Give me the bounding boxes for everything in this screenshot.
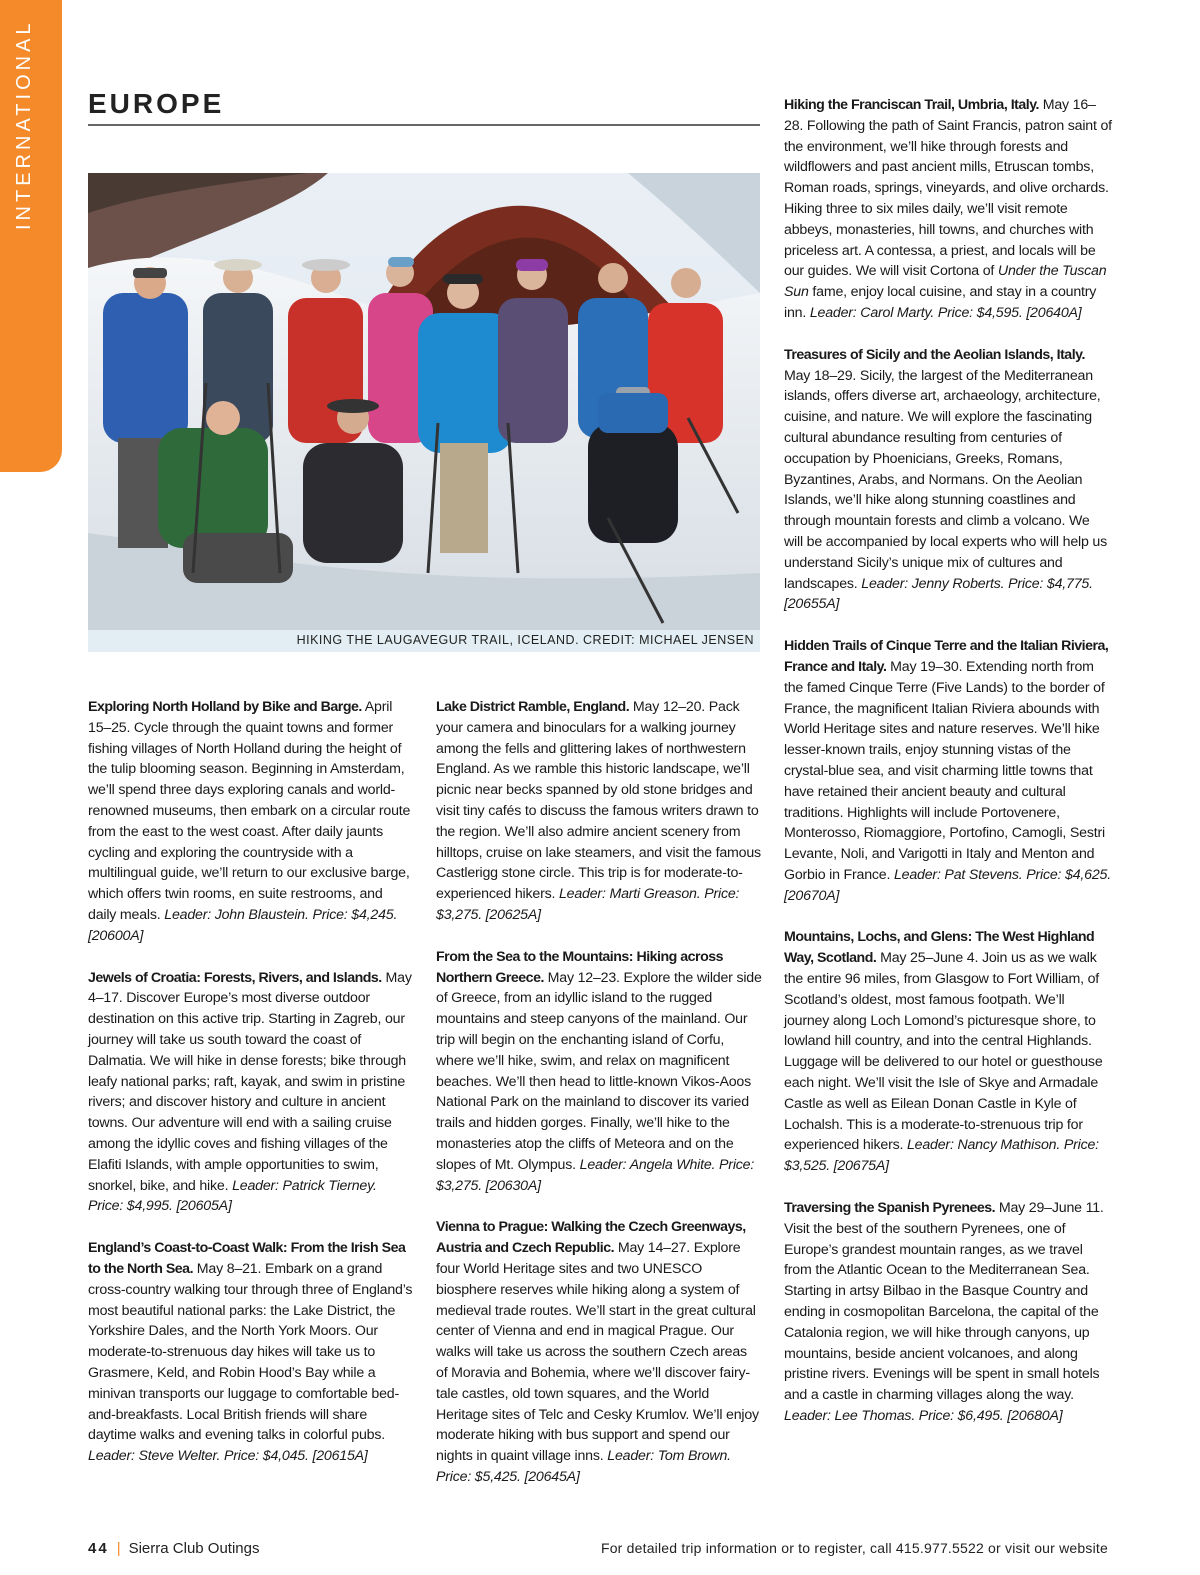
section-tab [0,0,62,472]
trip-england-coast: England’s Coast-to-Coast Walk: From the Irish Sea to the North Sea. May 8–21. Embark on a grand cross-country walking tour through three of England’s most beautiful national parks: the Lake District, the Yorkshire Dales, and the North York Moors. Our moderate-to-strenuous day hikes will take us to Grasmere, Keld, and Robin Hood’s Bay while a minivan transports our luggage to comfortable bed-and-breakfasts. Local British friends will share daytime walks and evening talks in colorful pubs. Leader: Steve Welter. Price: $4,045. [20615A] [88,1240,413,1465]
publication-name: Sierra Club Outings [128,1540,260,1557]
page-title: EUROPE [88,88,225,119]
trip-vienna-prague: Vienna to Prague: Walking the Czech Greenways, Austria and Czech Republic. May 14–27. Explore four World Heritage sites and two UNESCO biosphere reserves while hiking along a system of medieval trade routes. We’ll start in the great cultural center of Vienna and end in magical Prague. Our walks will take us across the southern Czech areas of Moravia and Bohemia, where we’ll discover fairy-tale castles, old town squares, and the World Heritage sites of Telc and Cesky Krumlov. We’ll enjoy moderate hiking with bus support and spend our nights in quaint village inns. Leader: Tom Brown. Price: $5,425. [20645A] [436,1219,759,1485]
trip-west-highland: Mountains, Lochs, and Glens: The West Highland Way, Scotland. May 25–June 4. Join us as we walk the entire 96 miles, from Glasgow to Fort William, of Scotland’s oldest, most famous footpath. We’ll journey along Loch Lomond’s picturesque shore, to lowland hill country, and into the central Highlands. Luggage will be delivered to our hotel or guesthouse each night. We’ll visit the Isle of Skye and Armadale Castle as well as Eilean Donan Castle in Kyle of Lochalsh. This is a moderate-to-strenuous trip for experienced hikers. Leader: Nancy Mathison. Price: $3,525. [20675A] [784,929,1103,1175]
column-3 [784,95,1112,1448]
page-number: 44 [88,1540,109,1557]
footer-left [88,1540,260,1557]
trip-croatia: Jewels of Croatia: Forests, Rivers, and Islands. May 4–17. Discover Europe’s most diverse outdoor destination on this active trip. Starting in Zagreb, our journey will take us south toward the coast of Dalmatia. We will hike in dense forests; bike through leafy national parks; raft, kayak, and swim in pristine rivers; and discover history and culture in ancient towns. Our adventure will end with a sailing cruise among the idyllic coves and fishing villages of the Elafiti Islands, with ample opportunities to swim, snorkel, bike, and hike. Leader: Patrick Tierney. Price: $4,995. [20605A] [88,969,412,1215]
footer-divider: | [116,1540,121,1557]
photo-caption-bar [88,630,760,652]
title-rule [88,124,760,126]
photo-caption: HIKING THE LAUGAVEGUR TRAIL, ICELAND. CREDIT: MICHAEL JENSEN [296,633,754,647]
trip-franciscan-trail: Hiking the Franciscan Trail, Umbria, Italy. May 16–28. Following the path of Saint Francis, patron saint of the environment, we’ll hike through forests and wildflowers and past ancient mills, Etruscan tombs, Roman roads, springs, vineyards, and olive orchards. Hiking three to six miles daily, we’ll visit remote abbeys, monasteries, hill towns, and churches with priceless art. A contessa, a priest, and locals will be our guides. We will visit Cortona of Under the Tuscan Sun fame, enjoy local cuisine, and stay in a country inn. Leader: Carol Marty. Price: $4,595. [20640A] [784,97,1112,321]
trip-lake-district: Lake District Ramble, England. May 12–20. Pack your camera and binoculars for a walking journey among the fells and glittering lakes of northwestern England. As we ramble this historic landscape, we’ll picnic near becks spanned by old stone bridges and visit tiny cafés to discuss the famous writers drawn to the region. We’ll also admire ancient scenery from hilltops, cruise on lake steamers, and visit the famous Castlerigg stone circle. This trip is for moderate-to-experienced hikers. Leader: Marti Greason. Price: $3,275. [20625A] [436,699,761,923]
trip-spanish-pyrenees: Traversing the Spanish Pyrenees. May 29–June 11. Visit the best of the southern Pyrenees, one of Europe’s grandest mountain ranges, as we travel from the Atlantic Ocean to the Mediterranean Sea. Starting in artsy Bilbao in the Basque Country and ending in cosmopolitan Barcelona, the capital of the Catalonia region, we will hike through canyons, up mountains, beside ancient volcanoes, and along pristine rivers. Evenings will be spent in small hotels and a castle in charming villages along the way. Leader: Lee Thomas. Price: $6,495. [20680A] [784,1200,1104,1425]
trip-north-holland: Exploring North Holland by Bike and Barge. April 15–25. Cycle through the quaint towns and former fishing villages of North Holland during the height of the tulip blooming season. Beginning in Amsterdam, we’ll spend three days exploring canals and world-renowned museums, then embark on a circular route from the east to the west coast. After daily jaunts cycling and exploring the countryside with a multilingual guide, we’ll return to our exclusive barge, which offers twin rooms, en suite restrooms, and daily meals. Leader: John Blaustein. Price: $4,245. [20600A] [88,699,411,944]
hiking-group-photo [88,173,760,630]
footer-contact: For detailed trip information or to register, call 415.977.5522 or visit our website [600,1540,1108,1556]
column-1 [88,697,414,1488]
trip-cinque-terre: Hidden Trails of Cinque Terre and the Italian Riviera, France and Italy. May 19–30. Extending north from the famed Cinque Terre (Five Lands) to the border of France, the magnificent Italian Riviera abounds with World Heritage sites and nature reserves. We’ll hike lesser-known trails, enjoy stunning vistas of the crystal-blue sea, and visit charming little towns that have retained their ancient beauty and cultural traditions. Highlights will include Portovenere, Monterosso, Riomaggiore, Portofino, Camogli, Sestri Levante, Noli, and Varigotti in Italy and Menton and Gorbio in France. Leader: Pat Stevens. Price: $4,625. [20670A] [784,638,1111,904]
section-label: INTERNATIONAL [13,19,35,230]
column-2 [436,697,762,1509]
trip-northern-greece: From the Sea to the Mountains: Hiking across Northern Greece. May 12–23. Explore the wilder side of Greece, from an idyllic island to the rugged mountains and steep canyons of the mainland. Our trip will begin on the enchanting island of Corfu, where we’ll hike, swim, and relax on magnificent beaches. We’ll then head to little-known Vikos-Aoos National Park on the mainland to discover its varied trails and hidden gorges. Finally, we’ll hike to the monasteries atop the cliffs of Meteora and on the slopes of Mt. Olympus. Leader: Angela White. Price: $3,275. [20630A] [436,948,762,1194]
trip-sicily: Treasures of Sicily and the Aeolian Islands, Italy. May 18–29. Sicily, the largest of the Mediterranean islands, offers diverse art, archaeology, architecture, cuisine, and nature. We will explore the fascinating cultural abundance resulting from centuries of occupation by Phoenicians, Greeks, Romans, Byzantines, Arabs, and Normans. On the Aeolian Islands, we’ll hike along stunning coastlines and through mountain forests and climb a volcano. We will be accompanied by local experts who will help us understand Sicily’s unique mix of cultures and landscapes. Leader: Jenny Roberts. Price: $4,775. [20655A] [784,346,1107,613]
